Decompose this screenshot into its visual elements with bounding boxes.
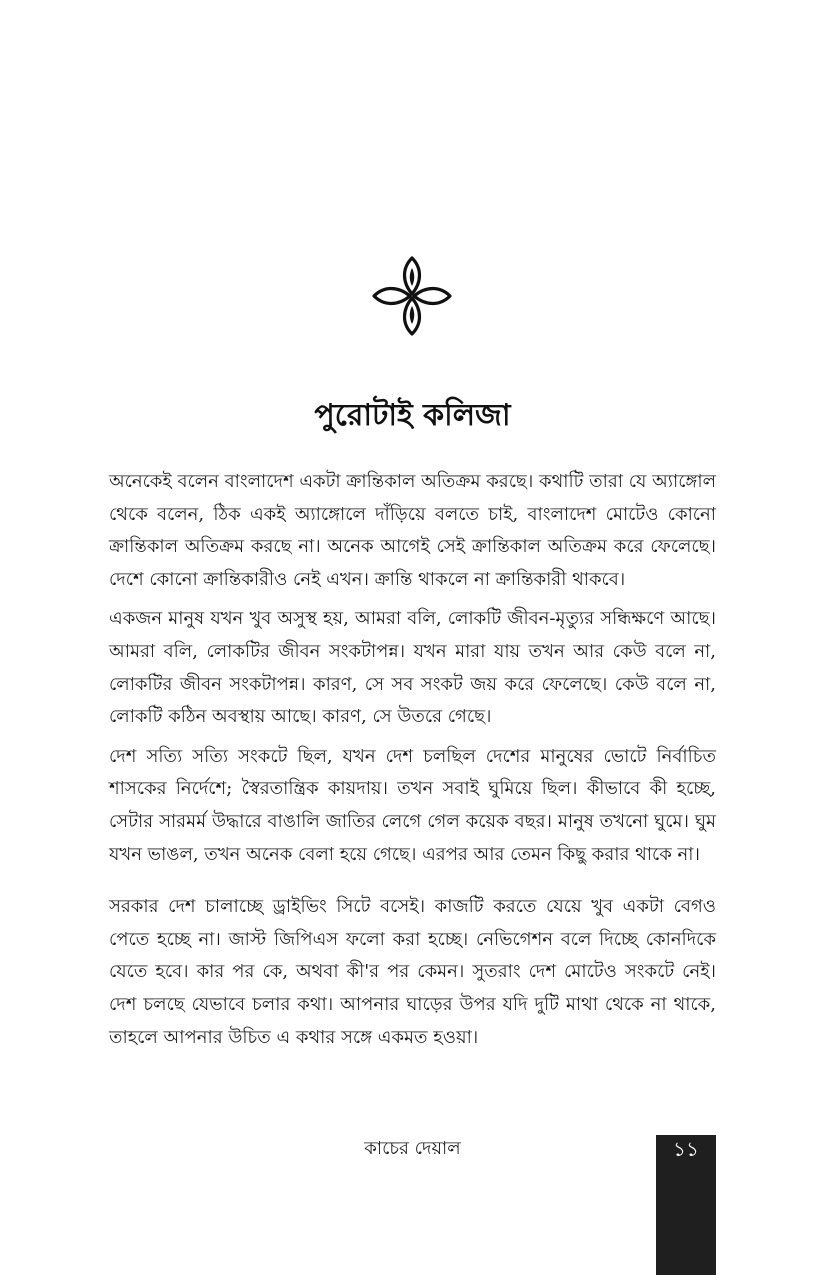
flower-ornament-icon xyxy=(372,256,452,336)
chapter-title: পুরোটাই কলিজা xyxy=(314,398,511,433)
paragraph-1: অনেকেই বলেন বাংলাদেশ একটা ক্রান্তিকাল অতিক্রম করছে। কথাটি তারা যে অ্যাঙ্গোল থেকে বলেন, ঠিক একই অ্যাঙ্গোলে দাঁড়িয়ে বলতে চাই, বাংলাদেশ মোটেও কোনো ক্রান্তিকাল অতিক্রম করছে না। অনেক আগেই সেই ক্রান্তিকাল অতিক্রম করে ফেলেছে। দেশে কোনো ক্রান্তিকারীও নেই এখন। ক্রান্তি থাকলে না ক্রান্তিকারী থাকবে। xyxy=(109,471,716,590)
page-number: ১১ xyxy=(673,1137,699,1161)
page-number-tab xyxy=(656,1135,716,1275)
paragraph-4: সরকার দেশ চালাচ্ছে ড্রাইভিং সিটে বসেই। কাজটি করতে যেয়ে খুব একটা বেগও পেতে হচ্ছে না। জাস্ট জিপিএস ফলো করা হচ্ছে। নেভিগেশন বলে দিচ্ছে কোনদিকে যেতে হবে। কার পর কে, অথবা কী'র পর কেমন। সুতরাং দেশ মোটেও সংকটে নেই। দেশ চলছে যেভাবে চলার কথা। আপনার ঘাড়ের উপর যদি দুটি মাথা থেকে না থাকে, তাহলে আপনার উচিত এ কথার সঙ্গে একমত হওয়া। xyxy=(109,896,716,1048)
paragraph-2: একজন মানুষ যখন খুব অসুস্থ হয়, আমরা বলি, লোকটি জীবন-মৃত্যুর সন্ধিক্ষণে আছে। আমরা বলি, লোকটির জীবন সংকটাপন্ন। যখন মারা যায় তখন আর কেউ বলে না, লোকটির জীবন সংকটাপন্ন। কারণ, সে সব সংকট জয় করে ফেলেছে। কেউ বলে না, লোকটি কঠিন অবস্থায় আছে। কারণ, সে উতরে গেছে। xyxy=(109,608,716,728)
chapter-body xyxy=(109,466,716,1061)
paragraph-3: দেশ সত্যি সত্যি সংকটে ছিল, যখন দেশ চলছিল দেশের মানুষের ভোটে নির্বাচিত শাসকের নির্দেশে; স্বৈরতান্ত্রিক কায়দায়। তখন সবাই ঘুমিয়ে ছিল। কীভাবে কী হচ্ছে, সেটার সারমর্ম উদ্ধারে বাঙালি জাতির লেগে গেল কয়েক বছর। মানুষ তখনো ঘুমে। ঘুম যখন ভাঙল, তখন অনেক বেলা হয়ে গেছে। এরপর আর তেমন কিছু করার থাকে না। xyxy=(109,745,716,865)
running-footer-book-title: কাচের দেয়াল xyxy=(364,1138,461,1159)
